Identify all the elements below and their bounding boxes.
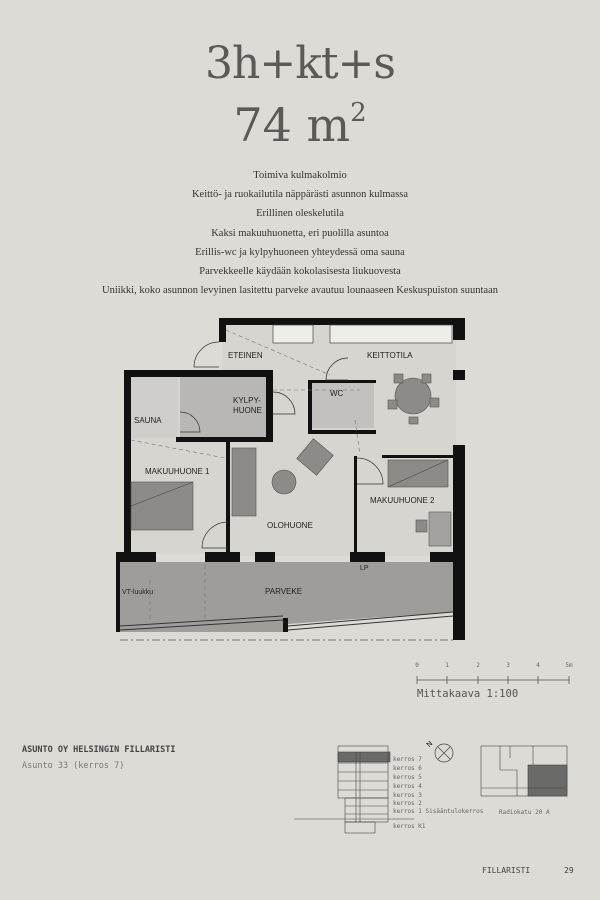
desk — [429, 512, 451, 546]
label-lp: LP — [360, 565, 369, 572]
feature-item: Uniikki, koko asunnon levyinen lasitettu parveke avautuu lounaaseen Keskuspuiston suuntaan — [101, 285, 498, 297]
floor-label: kerros 7 — [393, 756, 422, 763]
company-name: ASUNTO OY HELSINGIN FILLARISTI — [22, 745, 176, 755]
floor-label: kerros 1 Sisääntulokerros — [393, 808, 484, 815]
site-plan — [481, 746, 567, 796]
room-label-kylpyhuone-1: KYLPY- — [233, 396, 261, 405]
footer-brand: FILLARISTI — [482, 866, 531, 875]
room-label-sauna: SAUNA — [134, 416, 162, 425]
apartment-number: Asunto 33 (kerros 7) — [22, 761, 125, 771]
area-value: 74 m — [233, 98, 351, 152]
floor-label: kerros 2 — [393, 800, 422, 807]
floor-label: kerros 3 — [393, 792, 422, 799]
room-label-kylpyhuone-2: HUONE — [233, 406, 262, 415]
floor-label: kerros 5 — [393, 774, 422, 781]
feature-item: Erillinen oleskelutila — [256, 208, 344, 220]
feature-item: Erillis-wc ja kylpyhuoneen yhteydessä oma sauna — [195, 246, 405, 258]
room-label-keittotila: KEITTOTILA — [367, 351, 413, 360]
sauna-floor — [130, 376, 178, 438]
area-unit-superscript: 2 — [350, 98, 367, 128]
floor-label: kerros 4 — [393, 783, 422, 790]
feature-item: Keittö- ja ruokailutila näppärästi asunnon kulmassa — [191, 189, 409, 201]
scale-tick: 1 — [445, 662, 449, 669]
room-label-makuuhuone-1: MAKUUHUONE 1 — [145, 467, 210, 476]
label-vt-luukku: VT-luukku — [122, 589, 154, 596]
room-label-eteinen: ETEINEN — [228, 351, 263, 360]
room-label-makuuhuone-2: MAKUUHUONE 2 — [370, 496, 435, 505]
bed-1 — [131, 482, 193, 530]
feature-item: Kaksi makuuhuonetta, eri puolilla asuntoa — [211, 227, 389, 239]
scale-tick: 5m — [565, 662, 573, 669]
feature-item: Toimiva kulmakolmio — [253, 170, 347, 181]
room-label-wc: WC — [330, 389, 344, 398]
dining-table — [395, 378, 431, 414]
compass-icon — [425, 740, 453, 762]
scale-tick: 0 — [415, 662, 419, 669]
sofa — [232, 448, 256, 516]
feature-item: Parvekkeelle käydään kokolasisesta liukuovesta — [199, 266, 401, 278]
scale-tick: 3 — [506, 662, 510, 669]
floor-label: kerros 6 — [393, 765, 422, 772]
coffee-table — [272, 470, 296, 494]
room-label-olohuone: OLOHUONE — [267, 521, 313, 530]
scale-tick: 2 — [476, 662, 480, 669]
apartment-type-title: 3h+kt+s — [205, 38, 395, 89]
site-address: Radiokatu 20 A — [499, 809, 550, 816]
scale-tick: 4 — [536, 662, 540, 669]
kitchen-counter — [273, 325, 452, 343]
scale-label: Mittakaava 1:100 — [417, 688, 519, 700]
room-label-parveke: PARVEKE — [265, 587, 303, 596]
compass-north-label: N — [425, 739, 435, 749]
floor-label: kerros K1 — [393, 823, 426, 830]
page-number: 29 — [564, 866, 574, 875]
scale-bar — [415, 662, 573, 700]
